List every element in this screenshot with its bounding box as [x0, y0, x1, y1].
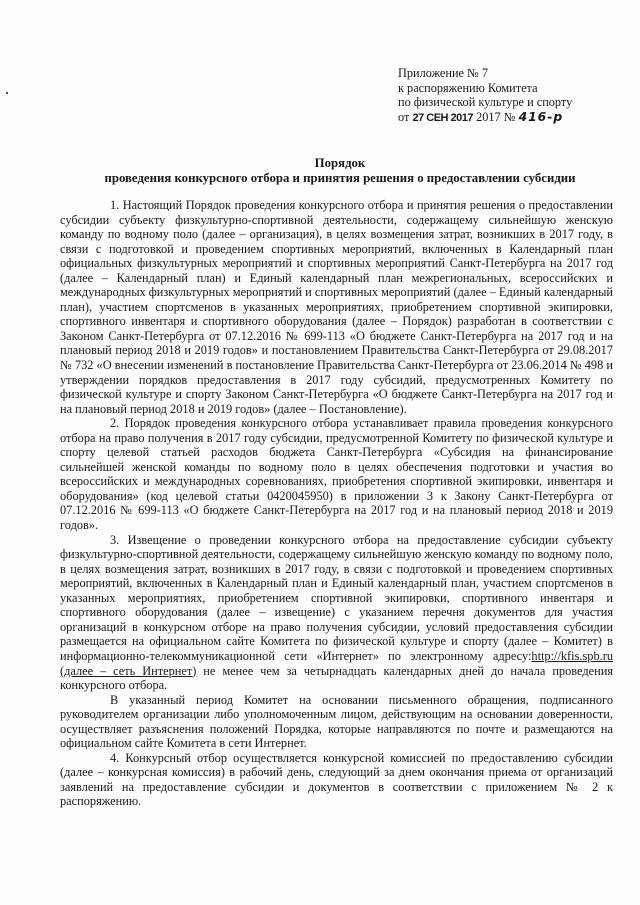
- title-line-1: Порядок: [314, 156, 366, 170]
- paragraph-2: 2. Порядок проведения конкурсного отбора устанавливает правила проведения конкурсного отбора на право получения в 2017 году субсидии, предусмотренной Комитету по физической культуре и спорту целевой статьей расходов бюджета Санкт-Петербурга «Субсидия на финансирование сильнейшей женской команды по водному поло в целях обеспечения подготовки и участия во всероссийских и международных соревнованиях, приобретения спортивной экипировки, инвентаря и оборудования» (код целевой статьи 0420045950) в приложении 3 к Закону Санкт-Петербурга от 07.12.2016 № 699-113 «О бюджете Санкт-Петербурга на 2017 год и на плановый период 2018 и 2019 годов».: [60, 416, 613, 533]
- handwritten-number: 416-р: [518, 109, 564, 124]
- paragraph-4: В указанный период Комитет на основании письменного обращения, подписанного руководителем организации либо уполномоченным лицом, действующим на основании доверенности, осуществляет разъяснения положений Порядка, которые направляются по почте и размещаются на официальном сайте Комитета в сети Интернет.: [60, 692, 613, 751]
- annex-date-line: [398, 110, 618, 126]
- title-line-2: проведения конкурсного отбора и принятия решения о предоставлении субсидии: [104, 171, 576, 185]
- annex-order-ref: к распоряжению Комитета: [398, 80, 538, 95]
- date-prefix: от: [398, 109, 410, 124]
- scan-speck: [6, 92, 8, 94]
- document-body: [60, 198, 613, 809]
- date-stamp: 27 СЕН 2017: [412, 111, 473, 124]
- paragraph-5: 4. Конкурсный отбор осуществляется конкурсной комиссией по предоставлению субсидии (далее – конкурсная комиссия) в рабочий день, следующий за днем окончания приема от организаций заявлений на предоставление субсидии и документов в соответствии с приложением № 2 к распоряжению.: [60, 750, 613, 809]
- document-title: [60, 156, 620, 186]
- date-year: 2017 №: [476, 109, 516, 124]
- paragraph-3: [60, 533, 613, 693]
- annex-committee: по физической культуре и спорту: [398, 95, 573, 110]
- paragraph-1: 1. Настоящий Порядок проведения конкурсного отбора и принятия решения о предоставлении субсидии субъекту физкультурно-спортивной деятельности, содержащему сильнейшую женскую команду по водному поло (далее – организация), в целях возмещения затрат, возникших в 2017 году, в связи с подготовкой и проведением спортивных мероприятий, включенных в Календарный план официальных физкультурных мероприятий и спортивных мероприятий Санкт-Петербурга на 2017 год (далее – Календарный план) и Единый календарный план межрегиональных, всероссийских и международных физкультурных мероприятий и спортивных мероприятий (далее – Единый календарный план), участием спортсменов в указанных мероприятиях, приобретением спортивной экипировки, спортивного инвентаря и спортивного оборудования (далее – Порядок) разработан в соответствии с Законом Санкт-Петербурга от 07.12.2016 № 699-113 «О бюджете Санкт-Петербурга на 2017 год и на плановый период 2018 и 2019 годов» и постановлением Правительства Санкт-Петербурга от 29.08.2017 № 732 «О внесении изменений в постановление Правительства Санкт-Петербурга от 23.06.2014 № 498 и утверждении порядков предоставления в 2017 году субсидий, предусмотренных Комитету по физической культуре и спорту Законом Санкт-Петербурга «О бюджете Санкт-Петербурга на 2017 год и на плановый период 2018 и 2019 годов» (далее – Постановление).: [60, 198, 614, 416]
- paragraph-3-tail: не менее чем за четырнадцать календарных дней до начала проведения конкурсного отбора.: [60, 663, 613, 693]
- annex-header: [398, 66, 618, 125]
- website-link[interactable]: http://kfis.spb.ru (далее – сеть Интернет): [60, 648, 613, 678]
- paragraph-3-text: 3. Извещение о проведении конкурсного отбора на предоставление субсидии субъекту физкультурно-спортивной деятельности, содержащему сильнейшую женскую команду по водному поло, в целях возмещения затрат, возникших в 2017 году, в связи с подготовкой и проведением спортивных мероприятий, включенных в Календарный план и Единый календарный план, участием спортсменов в указанных мероприятиях, приобретением спортивной экипировки, спортивного инвентаря и спортивного оборудования (далее – извещение) с указанием перечня документов для участия организаций в конкурсном отборе на право получения субсидии, условий предоставления субсидии размещается на официальном сайте Комитета по физической культуре и спорту (далее – Комитет) в информационно-телекоммуникационной сети «Интернет» по электронному адресу:: [60, 532, 613, 663]
- annex-title: Приложение № 7: [398, 66, 489, 80]
